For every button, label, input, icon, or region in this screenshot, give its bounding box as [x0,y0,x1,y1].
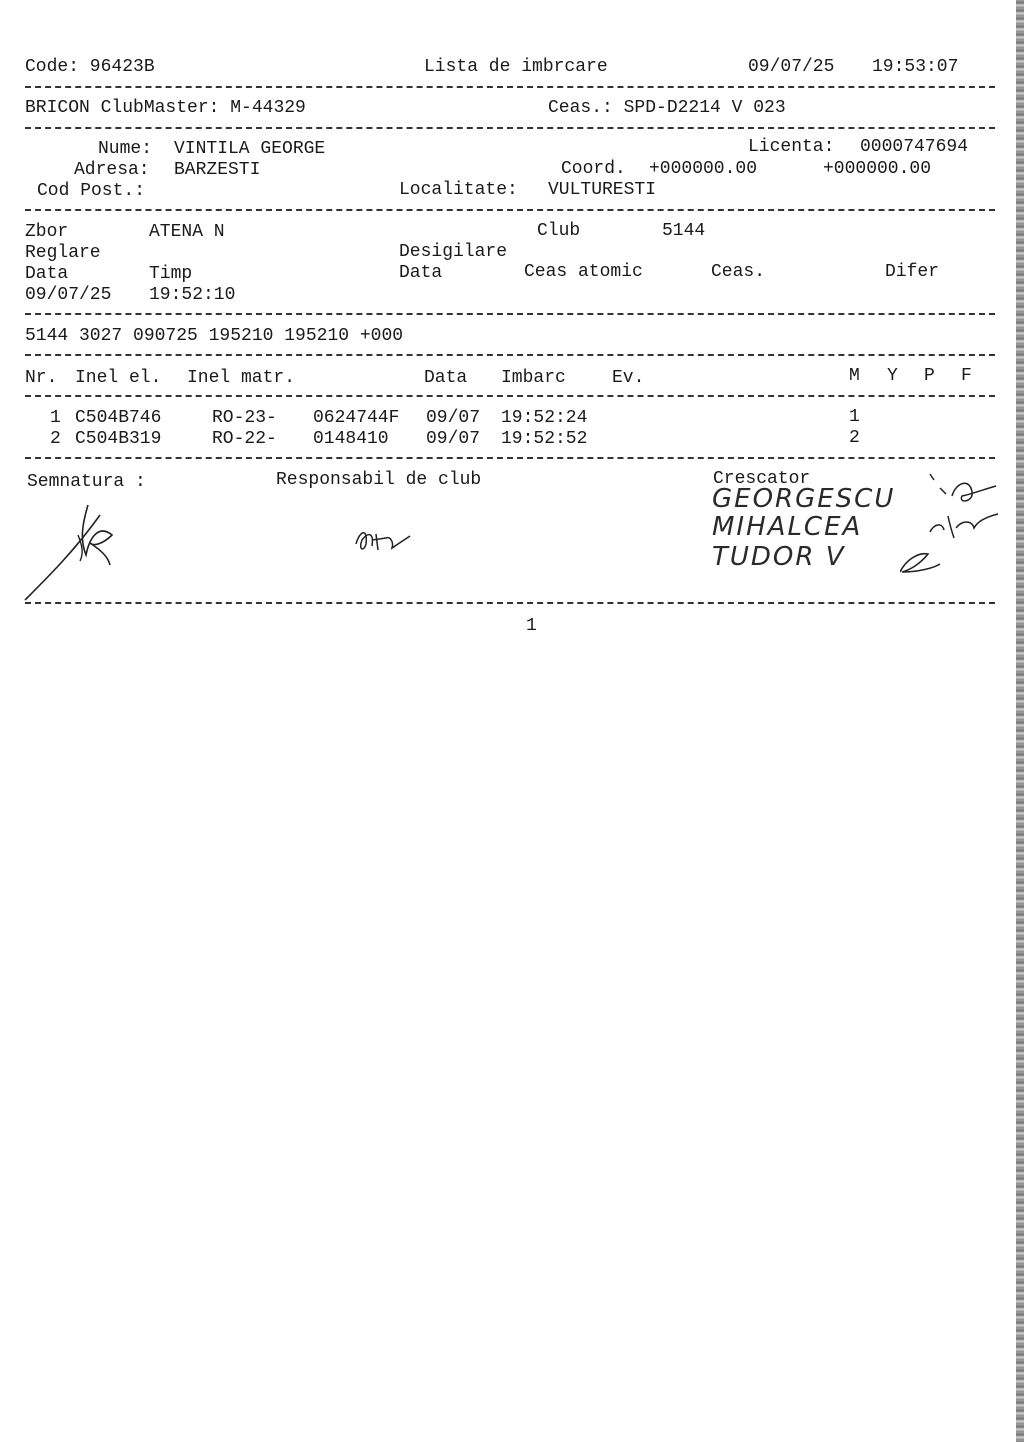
row-nr: 1 [50,408,61,428]
signature-left [20,495,130,605]
divider [25,86,995,88]
divider [25,127,995,129]
document-title: Lista de imbrcare [424,57,608,77]
coord-lat: +000000.00 [649,159,758,179]
zbor-label: Zbor [25,222,69,242]
col-data: Data [424,368,468,388]
semnatura-label: Semnatura : [27,472,146,492]
col-p: P [924,366,935,386]
club-label: Club [537,221,581,241]
col-y: Y [887,366,898,386]
license-number: 0000747694 [860,137,969,157]
reglare-time: 19:52:10 [149,285,236,305]
divider [25,209,995,211]
col-m: M [849,366,860,386]
owner-name: VINTILA GEORGE [174,139,326,159]
desigilare-data-label: Data [399,263,443,283]
col-ev: Ev. [612,368,645,388]
reglare-label: Reglare [25,243,101,263]
divider [25,602,995,604]
row-imbarc: 19:52:52 [501,429,588,449]
responsabil-label: Responsabil de club [276,470,482,490]
divider [25,457,995,459]
scan-edge-artifact [1016,0,1024,1442]
row-data: 09/07 [426,429,481,449]
row-inel-matr-prefix: RO-22- [212,429,277,449]
row-inel-matr: 0148410 [313,429,389,449]
clock-code-line: 5144 3027 090725 195210 195210 +000 [25,326,404,346]
clubmaster-id: BRICON ClubMaster: M-44329 [25,98,306,118]
row-inel-el: C504B746 [75,408,162,428]
signature-middle [352,522,416,558]
signature-right-scribbles [900,472,1000,582]
owner-locality: VULTURESTI [548,180,657,200]
ceas-atomic-label: Ceas atomic [524,262,643,282]
divider [25,354,995,356]
difer-label: Difer [885,262,940,282]
print-date: 09/07/25 [748,57,835,77]
coord-label: Coord. [561,159,626,179]
document-code: Code: 96423B [25,57,155,77]
col-inel-matr: Inel matr. [187,368,296,388]
postcode-label: Cod Post.: [37,181,146,201]
locality-label: Localitate: [399,180,518,200]
row-inel-el: C504B319 [75,429,162,449]
row-inel-matr: 0624744F [313,408,400,428]
row-inel-matr-prefix: RO-23- [212,408,277,428]
divider [25,395,995,397]
col-f: F [961,366,972,386]
name-label: Nume: [98,139,153,159]
row-nr: 2 [50,429,61,449]
address-label: Adresa: [74,160,150,180]
col-inel-el: Inel el. [75,368,162,388]
handwritten-breeder-2: MIHALCEA [712,512,863,542]
desigilare-label: Desigilare [399,242,508,262]
timp-label: Timp [149,264,193,284]
row-m: 1 [849,407,860,427]
row-m: 2 [849,428,860,448]
col-nr: Nr. [25,368,58,388]
owner-address: BARZESTI [174,160,261,180]
handwritten-breeder-3: TUDOR V [712,542,846,572]
row-imbarc: 19:52:24 [501,408,588,428]
row-data: 09/07 [426,408,481,428]
handwritten-breeder-1: GEORGESCU [712,484,896,514]
flight-name: ATENA N [149,222,225,242]
print-time: 19:53:07 [872,57,959,77]
coord-lon: +000000.00 [823,159,932,179]
crescator-label: Crescator [713,469,811,489]
divider [25,313,995,315]
col-imbarc: Imbarc [501,368,566,388]
page-number: 1 [526,616,537,636]
reglare-date: 09/07/25 [25,285,112,305]
clock-id: Ceas.: SPD-D2214 V 023 [548,98,786,118]
license-label: Licenta: [748,137,835,157]
ceas-label: Ceas. [711,262,766,282]
club-number: 5144 [662,221,706,241]
data-label: Data [25,264,69,284]
